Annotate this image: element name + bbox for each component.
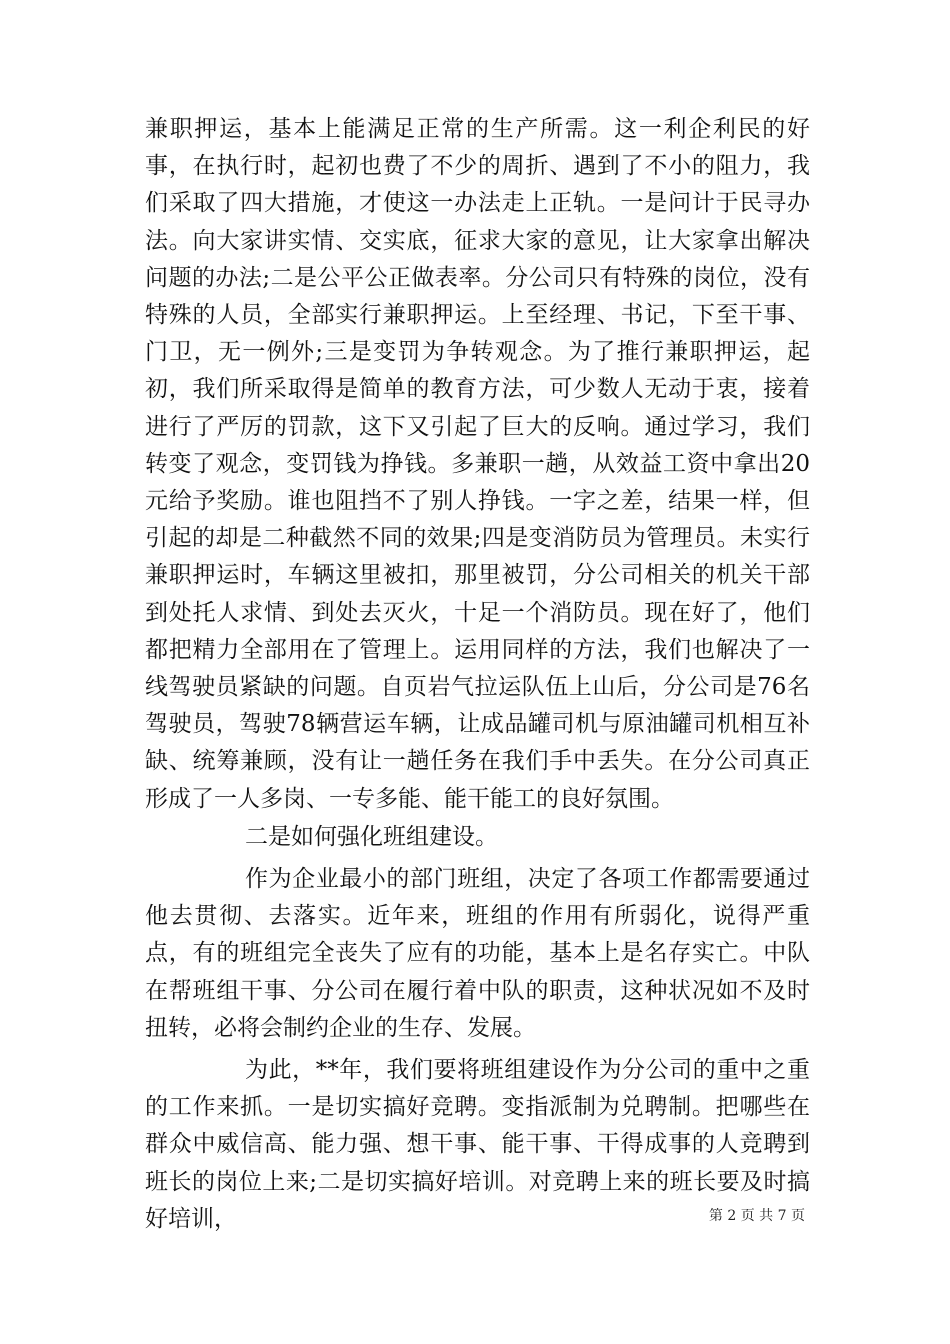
paragraph-3 <box>145 861 810 1047</box>
paragraph-4-text: 为此，**年，我们要将班组建设作为分公司的重中之重的工作来抓。一是切实搞好竞聘。变指派制为兑聘制。把哪些在群众中威信高、能力强、想干事、能干事、干得成事的人竞聘到班长的岗位上来;二是切实搞好培训。对竞聘上来的班长要及时搞好培训， <box>145 1057 810 1232</box>
page-number-footer: 第 2 页 共 7 页 <box>708 1208 805 1224</box>
paragraph-2 <box>145 819 810 856</box>
paragraph-1 <box>145 111 810 818</box>
paragraph-3-text: 作为企业最小的部门班组，决定了各项工作都需要通过他去贯彻、去落实。近年来，班组的作用有所弱化，说得严重点，有的班组完全丧失了应有的功能，基本上是名存实亡。中队在帮班组干事、分公司在履行着中队的职责，这种状况如不及时扭转，必将会制约企业的生存、发展。 <box>145 866 810 1041</box>
paragraph-1-text: 兼职押运，基本上能满足正常的生产所需。这一利企利民的好事，在执行时，起初也费了不少的周折、遇到了不小的阻力，我们采取了四大措施，才使这一办法走上正轨。一是问计于民寻办法。向大家讲实情、交实底，征求大家的意见，让大家拿出解决问题的办法;二是公平公正做表率。分公司只有特殊的岗位，没有特殊的人员，全部实行兼职押运。上至经理、书记，下至干事、门卫，无一例外;三是变罚为争转观念。为了推行兼职押运，起初，我们所采取得是简单的教育方法，可少数人无动于衷，接着进行了严厉的罚款，这下又引起了巨大的反响。通过学习，我们转变了观念，变罚钱为挣钱。多兼职一趟，从效益工资中拿出20元给予奖励。谁也阻挡不了别人挣钱。一字之差，结果一样，但引起的却是二种截然不同的效果;四是变消防员为管理员。未实行兼职押运时，车辆这里被扣，那里被罚，分公司相关的机关干部到处托人求情、到处去灭火，十足一个消防员。现在好了，他们都把精力全部用在了管理上。运用同样的方法，我们也解决了一线驾驶员紧缺的问题。自页岩气拉运队伍上山后，分公司是76名驾驶员，驾驶78辆营运车辆，让成品罐司机与原油罐司机相互补缺、统筹兼顾，没有让一趟任务在我们手中丢失。在分公司真正形成了一人多岗、一专多能、能干能工的良好氛围。 <box>145 116 810 812</box>
section-heading: 二是如何强化班组建设。 <box>245 824 498 850</box>
